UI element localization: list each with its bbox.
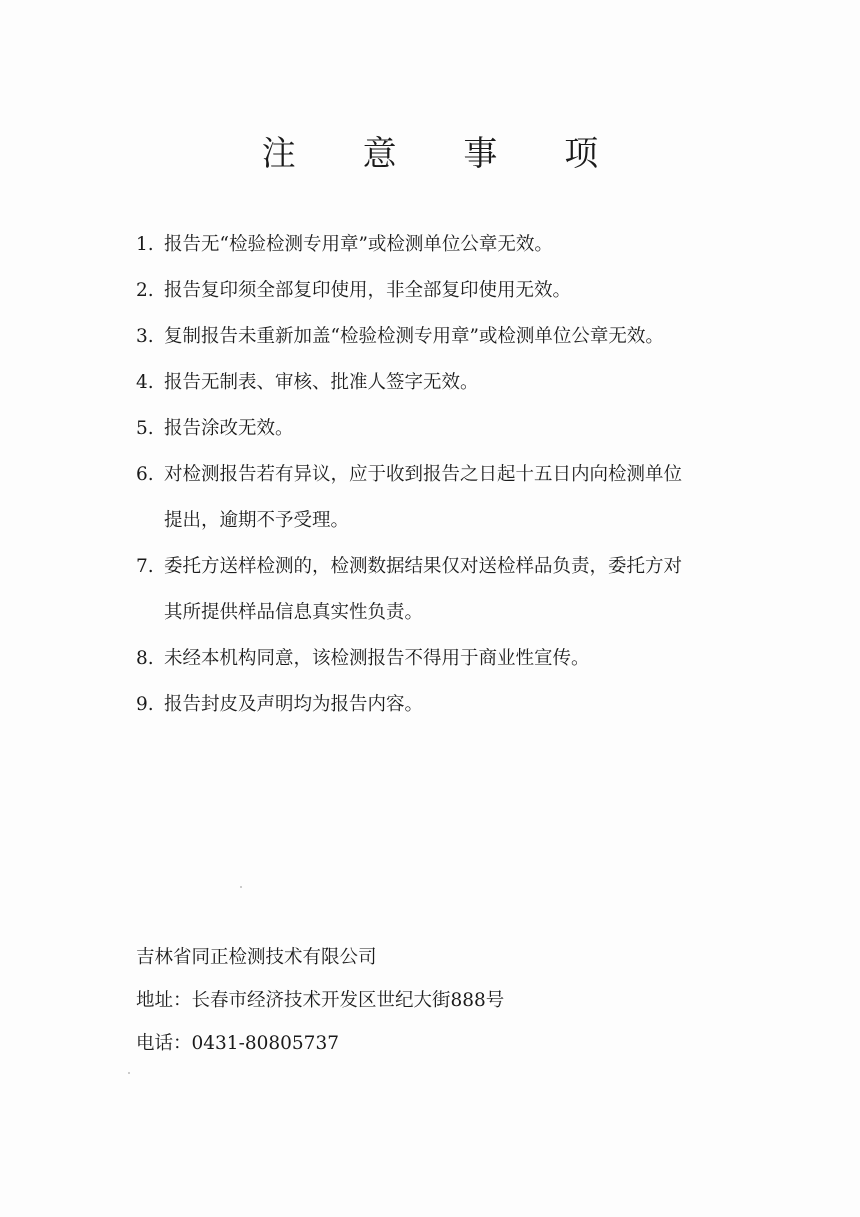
page-title: 注 意 事 项: [261, 134, 627, 174]
note-text: 报告涂改无效。: [164, 418, 294, 439]
note-item-7: [136, 544, 776, 636]
note-item-2: [136, 268, 776, 314]
note-number: 8.: [136, 648, 154, 669]
note-text: 报告复印须全部复印使用，非全部复印使用无效。: [164, 280, 572, 301]
note-number: 5.: [136, 418, 154, 439]
company-footer: [136, 936, 776, 1065]
note-item-5: [136, 406, 776, 452]
note-text: 报告无制表、审核、批准人签字无效。: [164, 372, 479, 393]
note-item-4: [136, 360, 776, 406]
note-text: 报告无“检验检测专用章”或检测单位公章无效。: [164, 234, 553, 255]
note-text: 报告封皮及声明均为报告内容。: [164, 694, 424, 715]
note-item-3: [136, 314, 776, 360]
note-item-9: [136, 682, 776, 728]
company-address: 地址：长春市经济技术开发区世纪大街888号: [136, 990, 505, 1011]
note-text: 未经本机构同意，该检测报告不得用于商业性宣传。: [164, 648, 590, 669]
note-number: 9.: [136, 694, 154, 715]
note-number: 2.: [136, 280, 154, 301]
company-name: 吉林省同正检测技术有限公司: [136, 947, 377, 968]
note-text: 委托方送样检测的，检测数据结果仅对送检样品负责，委托方对: [164, 556, 683, 577]
scan-speck: [240, 886, 242, 888]
scan-speck: [128, 1072, 130, 1074]
note-number: 1.: [136, 234, 154, 255]
note-continuation: 其所提供样品信息真实性负责。: [164, 602, 424, 623]
note-number: 6.: [136, 464, 154, 485]
note-text: 对检测报告若有异议，应于收到报告之日起十五日内向检测单位: [164, 464, 683, 485]
note-continuation: 提出，逾期不予受理。: [164, 510, 350, 531]
note-item-6: [136, 452, 776, 544]
company-phone: 电话：0431-80805737: [136, 1033, 339, 1054]
note-text: 复制报告未重新加盖“检验检测专用章”或检测单位公章无效。: [164, 326, 664, 347]
notes-list: [136, 222, 776, 728]
note-item-8: [136, 636, 776, 682]
note-number: 4.: [136, 372, 154, 393]
note-item-1: [136, 222, 776, 268]
note-number: 3.: [136, 326, 154, 347]
note-number: 7.: [136, 556, 154, 577]
